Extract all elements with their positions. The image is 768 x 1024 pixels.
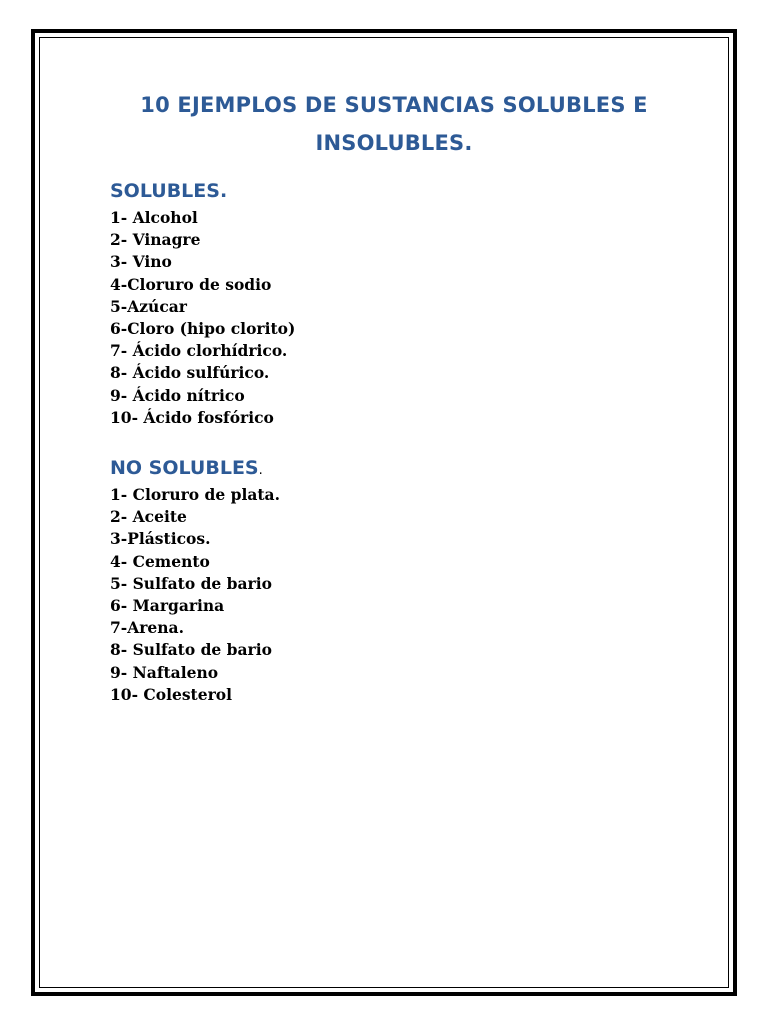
document-title: 10 EJEMPLOS DE SUSTANCIAS SOLUBLES E INSOLUBLES. [140, 93, 648, 155]
list-solubles [110, 207, 295, 429]
list-item: 7- Ácido clorhídrico. [110, 341, 288, 361]
list-item: 4-Cloruro de sodio [110, 274, 272, 294]
list-item: 7-Arena. [110, 618, 184, 638]
list-item: 10- Colesterol [110, 684, 232, 704]
list-item: 8- Ácido sulfúrico. [110, 363, 270, 383]
list-item: 9- Ácido nítrico [110, 385, 245, 405]
list-item: 1- Cloruro de plata. [110, 485, 280, 504]
list-item: 9- Naftaleno [110, 662, 219, 682]
list-item: 4- Cemento [110, 551, 210, 571]
list-item: 8- Sulfato de bario [110, 640, 272, 660]
section-heading-solubles [110, 178, 227, 204]
list-item: 2- Aceite [110, 507, 187, 527]
list-item: 1- Alcohol [110, 208, 198, 227]
list-item: 6- Margarina [110, 596, 225, 616]
list-item: 3-Plásticos. [110, 529, 211, 549]
list-item: 2- Vinagre [110, 230, 201, 250]
section-heading-no-solubles-suffix: . [258, 463, 263, 478]
list-item: 5- Sulfato de bario [110, 573, 272, 593]
list-item: 10- Ácido fosfórico [110, 407, 274, 427]
list-item: 6-Cloro (hipo clorito) [110, 319, 296, 339]
list-item: 3- Vino [110, 252, 172, 272]
list-item: 5-Azúcar [110, 296, 187, 316]
section-heading-solubles-text: SOLUBLES. [110, 180, 228, 202]
section-heading-no-solubles [110, 455, 263, 484]
list-no-solubles [110, 484, 280, 706]
section-heading-no-solubles-text: NO SOLUBLES [110, 457, 259, 479]
